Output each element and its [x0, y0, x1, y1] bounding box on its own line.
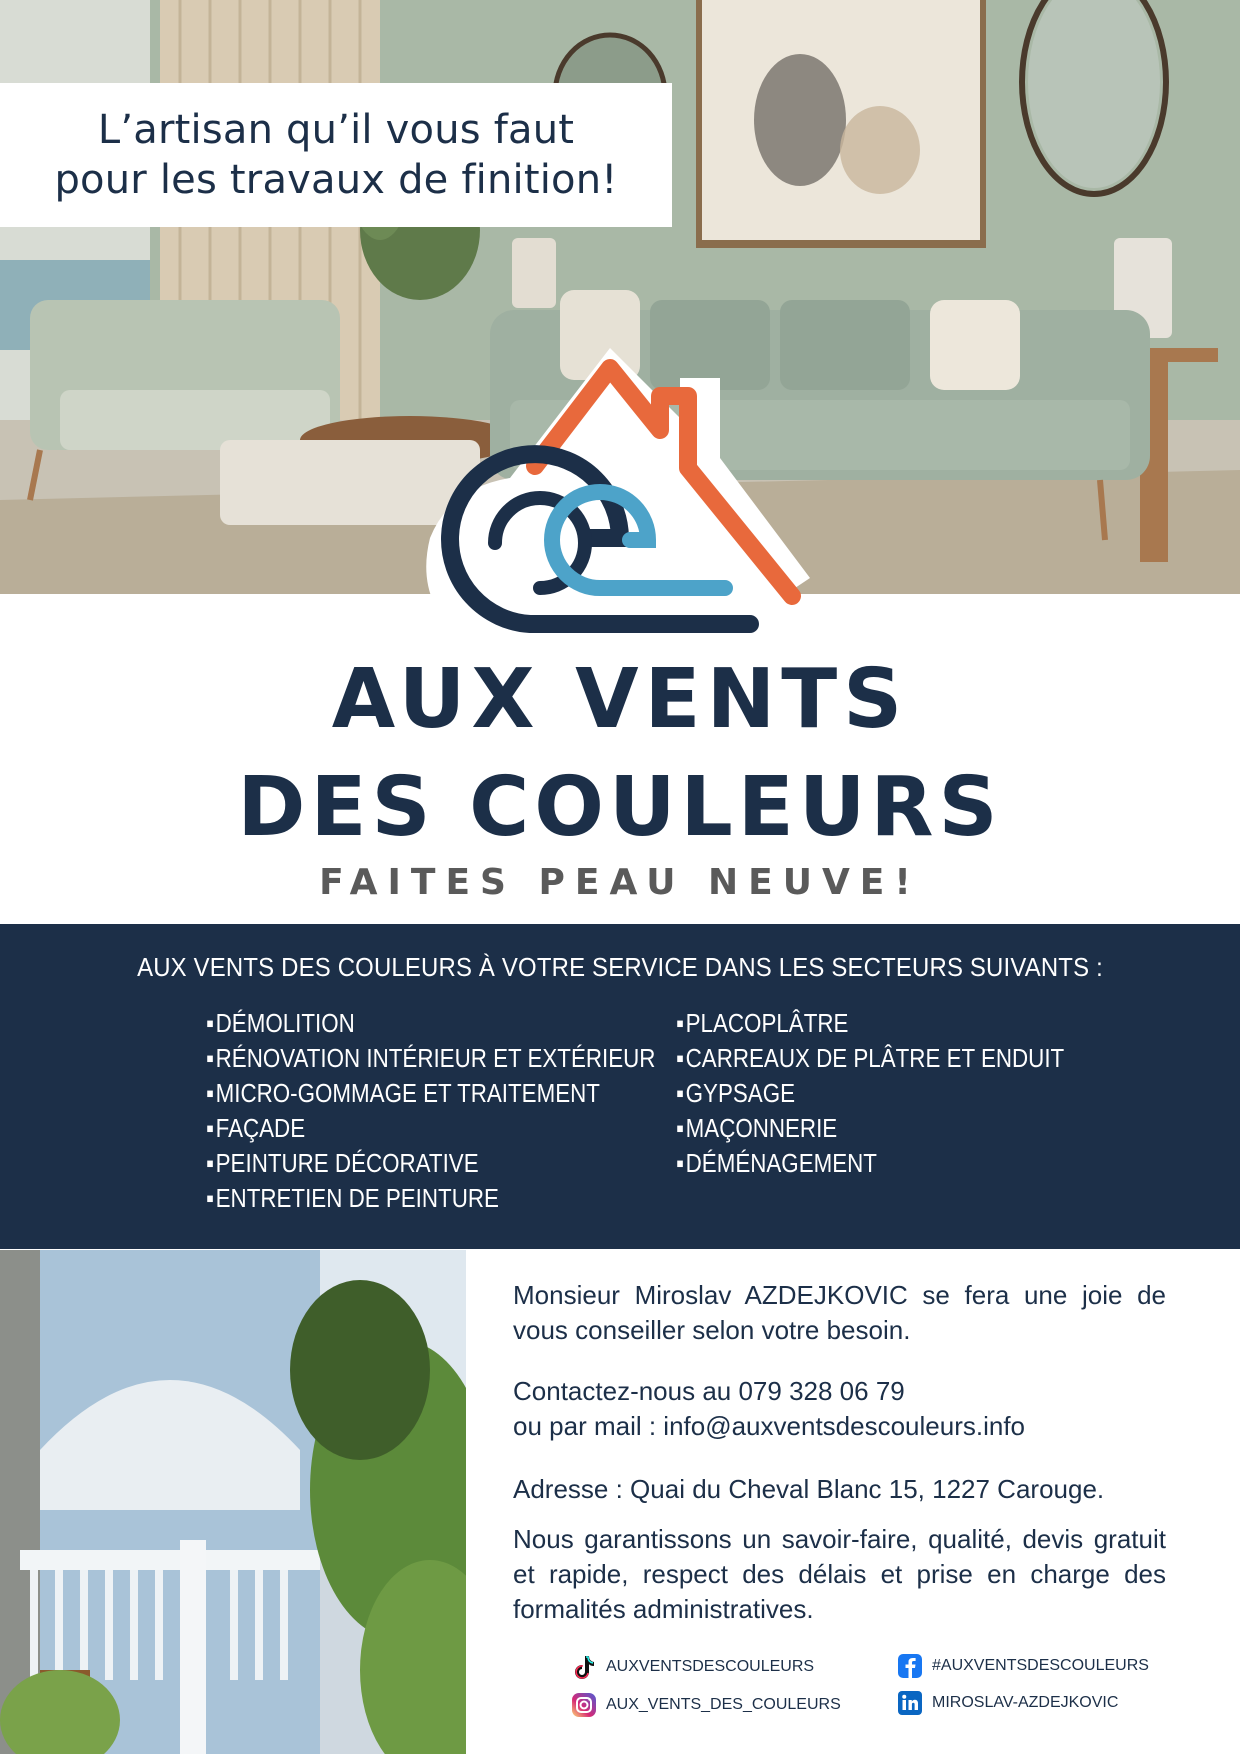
company-logo-mark [420, 338, 820, 638]
service-item: ▪ PEINTURE DÉCORATIVE [206, 1146, 655, 1181]
service-item: ▪ MICRO-GOMMAGE ET TRAITEMENT [206, 1076, 655, 1111]
house-illustration [0, 1250, 466, 1754]
services-list-right [676, 1006, 1127, 1181]
services-heading: AUX VENTS DES COULEURS À VOTRE SERVICE DANS LES SECTEURS SUIVANTS : [137, 952, 1103, 982]
guarantee-text: Nous garantissons un savoir-faire, qualité, devis gratuit et rapide, respect des délais et prise en charge des formalités administratives. [513, 1524, 1166, 1624]
house-photo [0, 1250, 466, 1754]
facebook-handle: #AUXVENTSDESCOULEURS [932, 1657, 1149, 1674]
service-item: ▪ ENTRETIEN DE PEINTURE [206, 1181, 655, 1216]
instagram-handle: AUX_VENTS_DES_COULEURS [606, 1696, 841, 1713]
service-item: ▪ CARREAUX DE PLÂTRE ET ENDUIT [676, 1041, 1064, 1076]
contact-phone: Contactez-nous au 079 328 06 79 [513, 1376, 905, 1406]
linkedin-icon [896, 1689, 924, 1717]
linkedin-link[interactable] [896, 1689, 1118, 1717]
service-item: ▪ RÉNOVATION INTÉRIEUR ET EXTÉRIEUR [206, 1041, 655, 1076]
tiktok-link[interactable] [570, 1653, 814, 1681]
service-item: ▪ MAÇONNERIE [676, 1111, 1064, 1146]
service-item: ▪ FAÇADE [206, 1111, 655, 1146]
instagram-icon [570, 1691, 598, 1719]
services-list-left [206, 1006, 729, 1216]
instagram-link[interactable] [570, 1691, 841, 1719]
tiktok-icon [570, 1653, 598, 1681]
contact-address: Adresse : Quai du Cheval Blanc 15, 1227 Carouge. [513, 1474, 1105, 1504]
facebook-icon [896, 1652, 924, 1680]
tagline-line-1: L’artisan qu’il vous faut [97, 107, 575, 153]
facebook-link[interactable] [896, 1652, 1149, 1680]
service-item: ▪ DÉMÉNAGEMENT [676, 1146, 1064, 1181]
contact-intro: Monsieur Miroslav AZDEJKOVIC se fera une joie de vous conseiller selon votre besoin. [513, 1280, 1166, 1345]
service-item: ▪ PLACOPLÂTRE [676, 1006, 1064, 1041]
tiktok-handle: AUXVENTSDESCOULEURS [606, 1658, 815, 1675]
services-section [0, 924, 1240, 1249]
tagline-box [0, 83, 672, 227]
brand-name-line-2: DES COULEURS [237, 760, 1003, 855]
tagline-line-2: pour les travaux de finition! [54, 157, 618, 203]
linkedin-handle: MIROSLAV-AZDEJKOVIC [932, 1694, 1119, 1711]
service-item: ▪ GYPSAGE [676, 1076, 1064, 1111]
brand-slogan: FAITES PEAU NEUVE! [319, 862, 921, 903]
service-item: ▪ DÉMOLITION [206, 1006, 655, 1041]
contact-email: ou par mail : info@auxventsdescouleurs.info [513, 1411, 1026, 1441]
brand-name-line-1: AUX VENTS [331, 652, 909, 747]
